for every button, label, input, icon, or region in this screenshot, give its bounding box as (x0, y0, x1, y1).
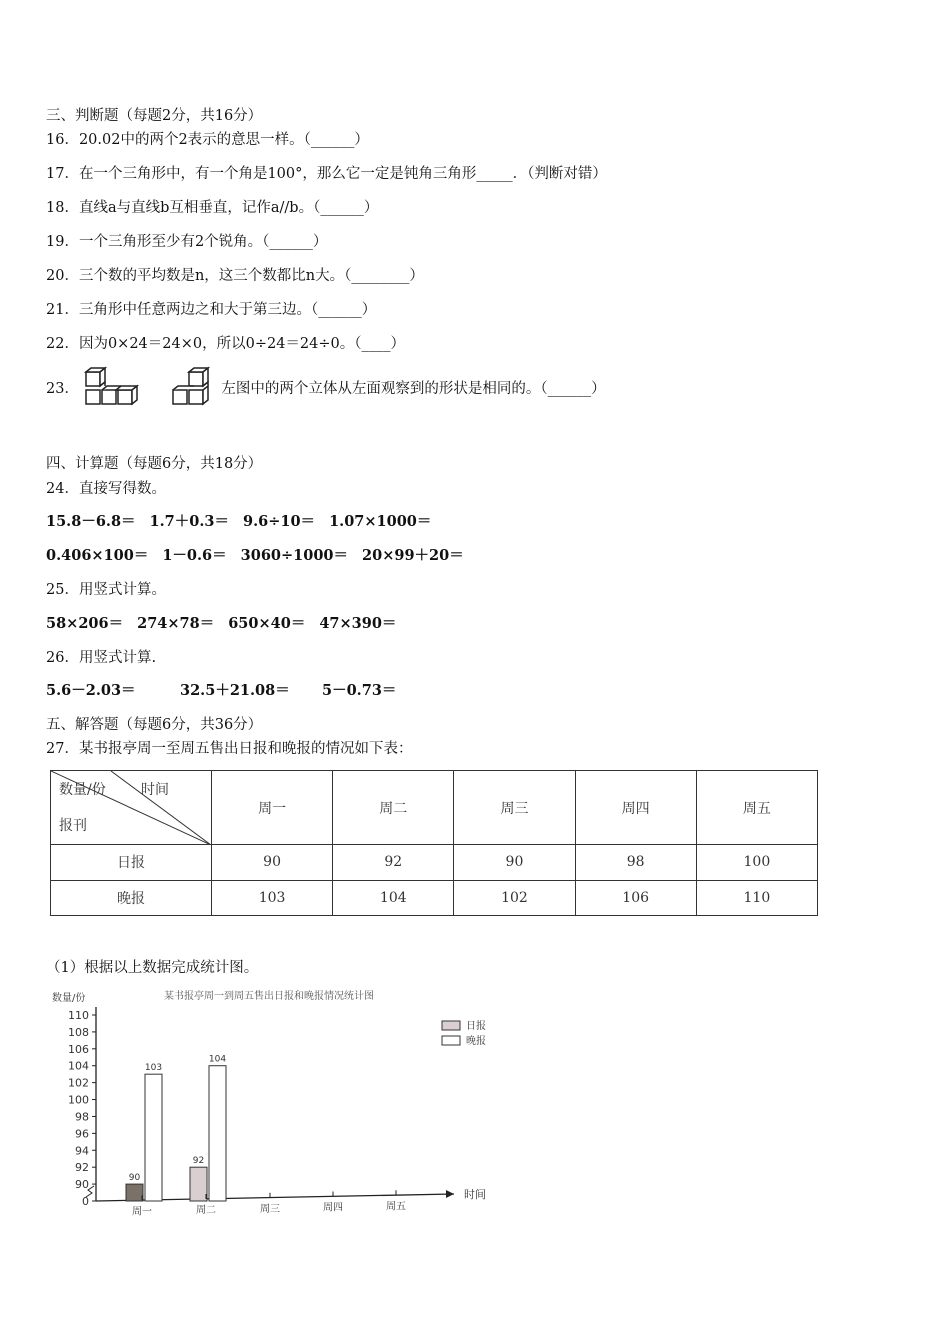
table-cell: 98 (575, 845, 696, 881)
y-tick-label: 108 (68, 1025, 89, 1039)
calc-item: 58×206＝ (46, 615, 124, 632)
calc-item: 274×78＝ (137, 615, 215, 632)
calc-item: 3060÷1000＝ (240, 547, 349, 564)
question-17: 17．在一个三角形中，有一个角是100°，那么它一定是钝角三角形_____．（判断对错） (46, 166, 607, 182)
table-cell: 90 (454, 845, 575, 881)
cube-figure-right (171, 366, 217, 412)
q24-row2 (46, 544, 478, 565)
section5-heading: 五、解答题（每题6分，共36分） (46, 717, 263, 733)
column-header: 周二 (333, 771, 454, 845)
legend-label-evening: 晚报 (466, 1036, 486, 1047)
bar-value-label: 90 (128, 1173, 141, 1184)
y-tick-label: 0 (82, 1195, 89, 1208)
table-cell: 104 (333, 880, 454, 916)
table-cell: 92 (333, 845, 454, 881)
bar-value-label: 103 (144, 1063, 163, 1074)
calc-item: 5－0.73＝ (322, 682, 397, 699)
question-26: 26．用竖式计算. (46, 650, 157, 666)
legend-label-daily: 日报 (466, 1021, 486, 1032)
question-23-text: 左图中的两个立体从左面观察到的形状是相同的。（______） (221, 381, 606, 397)
bar-evening (145, 1074, 162, 1201)
cube-figure-left (84, 366, 142, 412)
table-cell: 100 (696, 845, 817, 881)
question-23 (46, 366, 606, 412)
calc-item: 1.07×1000＝ (329, 513, 432, 530)
table-cell: 90 (212, 845, 333, 881)
table-cell: 106 (575, 880, 696, 916)
x-tick-label: 周三 (260, 1203, 280, 1215)
calc-item: 32.5＋21.08＝ (180, 682, 290, 699)
column-header: 周三 (454, 771, 575, 845)
bar-daily (190, 1167, 207, 1201)
column-header: 周一 (212, 771, 333, 845)
bar-evening (209, 1066, 226, 1201)
y-tick-label: 98 (75, 1110, 89, 1124)
question-22: 22．因为0×24＝24×0，所以0÷24＝24÷0。（____） (46, 336, 406, 352)
x-axis-arrow-icon (446, 1190, 454, 1198)
question-25: 25．用竖式计算。 (46, 582, 166, 598)
question-20: 20．三个数的平均数是n，这三个数都比n大。（________） (46, 268, 424, 284)
newspaper-sales-table (50, 770, 818, 916)
table-row (51, 880, 818, 916)
bar-value-label: 92 (192, 1156, 205, 1167)
question-23-number: 23． (46, 381, 79, 397)
section4-heading: 四、计算题（每题6分，共18分） (46, 456, 263, 472)
row-label: 日报 (51, 845, 212, 881)
calc-item: 47×390＝ (319, 615, 397, 632)
sub-question-1: （1）根据以上数据完成统计图。 (46, 960, 259, 976)
y-tick-label: 94 (75, 1144, 89, 1158)
question-21: 21．三角形中任意两边之和大于第三边。（______） (46, 302, 377, 318)
calc-item: 0.406×100＝ (46, 547, 149, 564)
x-tick-label: 周二 (196, 1205, 216, 1217)
bar-daily (126, 1184, 143, 1201)
calc-item: 650×40＝ (228, 615, 306, 632)
calc-item: 20×99＋20＝ (362, 547, 464, 564)
calc-item: 9.6÷10＝ (243, 513, 316, 530)
x-tick-label: 周五 (386, 1201, 406, 1213)
q25-row (46, 612, 410, 633)
x-tick-label: 周一 (132, 1206, 152, 1218)
row-label: 晚报 (51, 880, 212, 916)
table-cell: 103 (212, 880, 333, 916)
calc-item: 15.8－6.8＝ (46, 513, 136, 530)
question-16: 16．20.02中的两个2表示的意思一样。（______） (46, 132, 369, 148)
bar-value-label: 104 (208, 1054, 227, 1065)
corner-label-quantity: 数量/份 (59, 782, 106, 798)
question-27: 27．某书报亭周一至周五售出日报和晚报的情况如下表： (46, 741, 413, 757)
y-tick-label: 96 (75, 1127, 89, 1141)
question-24: 24．直接写得数。 (46, 481, 166, 497)
chart-title: 某书报亭周一到周五售出日报和晚报情况统计图 (164, 991, 374, 1002)
calc-item: 1－0.6＝ (162, 547, 227, 564)
corner-label-paper: 报刊 (59, 818, 87, 834)
table-corner-cell (51, 771, 212, 845)
table-cell: 110 (696, 880, 817, 916)
y-tick-label: 104 (68, 1059, 89, 1073)
calc-item: 5.6－2.03＝ (46, 682, 136, 699)
x-tick-label: 周四 (323, 1202, 343, 1214)
y-tick-label: 100 (68, 1093, 89, 1107)
q24-row1 (46, 510, 445, 531)
y-tick-label: 92 (75, 1161, 89, 1175)
y-tick-label: 102 (68, 1076, 89, 1090)
q26-row (46, 679, 396, 700)
corner-label-time: 时间 (141, 782, 169, 798)
y-tick-label: 106 (68, 1042, 89, 1056)
table-row (51, 845, 818, 881)
legend-swatch-daily (442, 1021, 460, 1030)
y-axis-label: 数量/份 (52, 993, 86, 1004)
column-header: 周五 (696, 771, 817, 845)
bar-chart (50, 985, 510, 1225)
y-tick-label: 110 (68, 1009, 89, 1022)
question-18: 18．直线a与直线b互相垂直，记作a//b。（______） (46, 200, 379, 216)
legend-swatch-evening (442, 1036, 460, 1045)
x-axis-label: 时间 (464, 1188, 486, 1201)
section3-heading: 三、判断题（每题2分，共16分） (46, 108, 263, 124)
calc-item: 1.7＋0.3＝ (149, 513, 229, 530)
column-header: 周四 (575, 771, 696, 845)
table-header-row (51, 771, 818, 845)
y-tick-label: 90 (75, 1178, 89, 1192)
question-19: 19．一个三角形至少有2个锐角。（______） (46, 234, 328, 250)
table-cell: 102 (454, 880, 575, 916)
